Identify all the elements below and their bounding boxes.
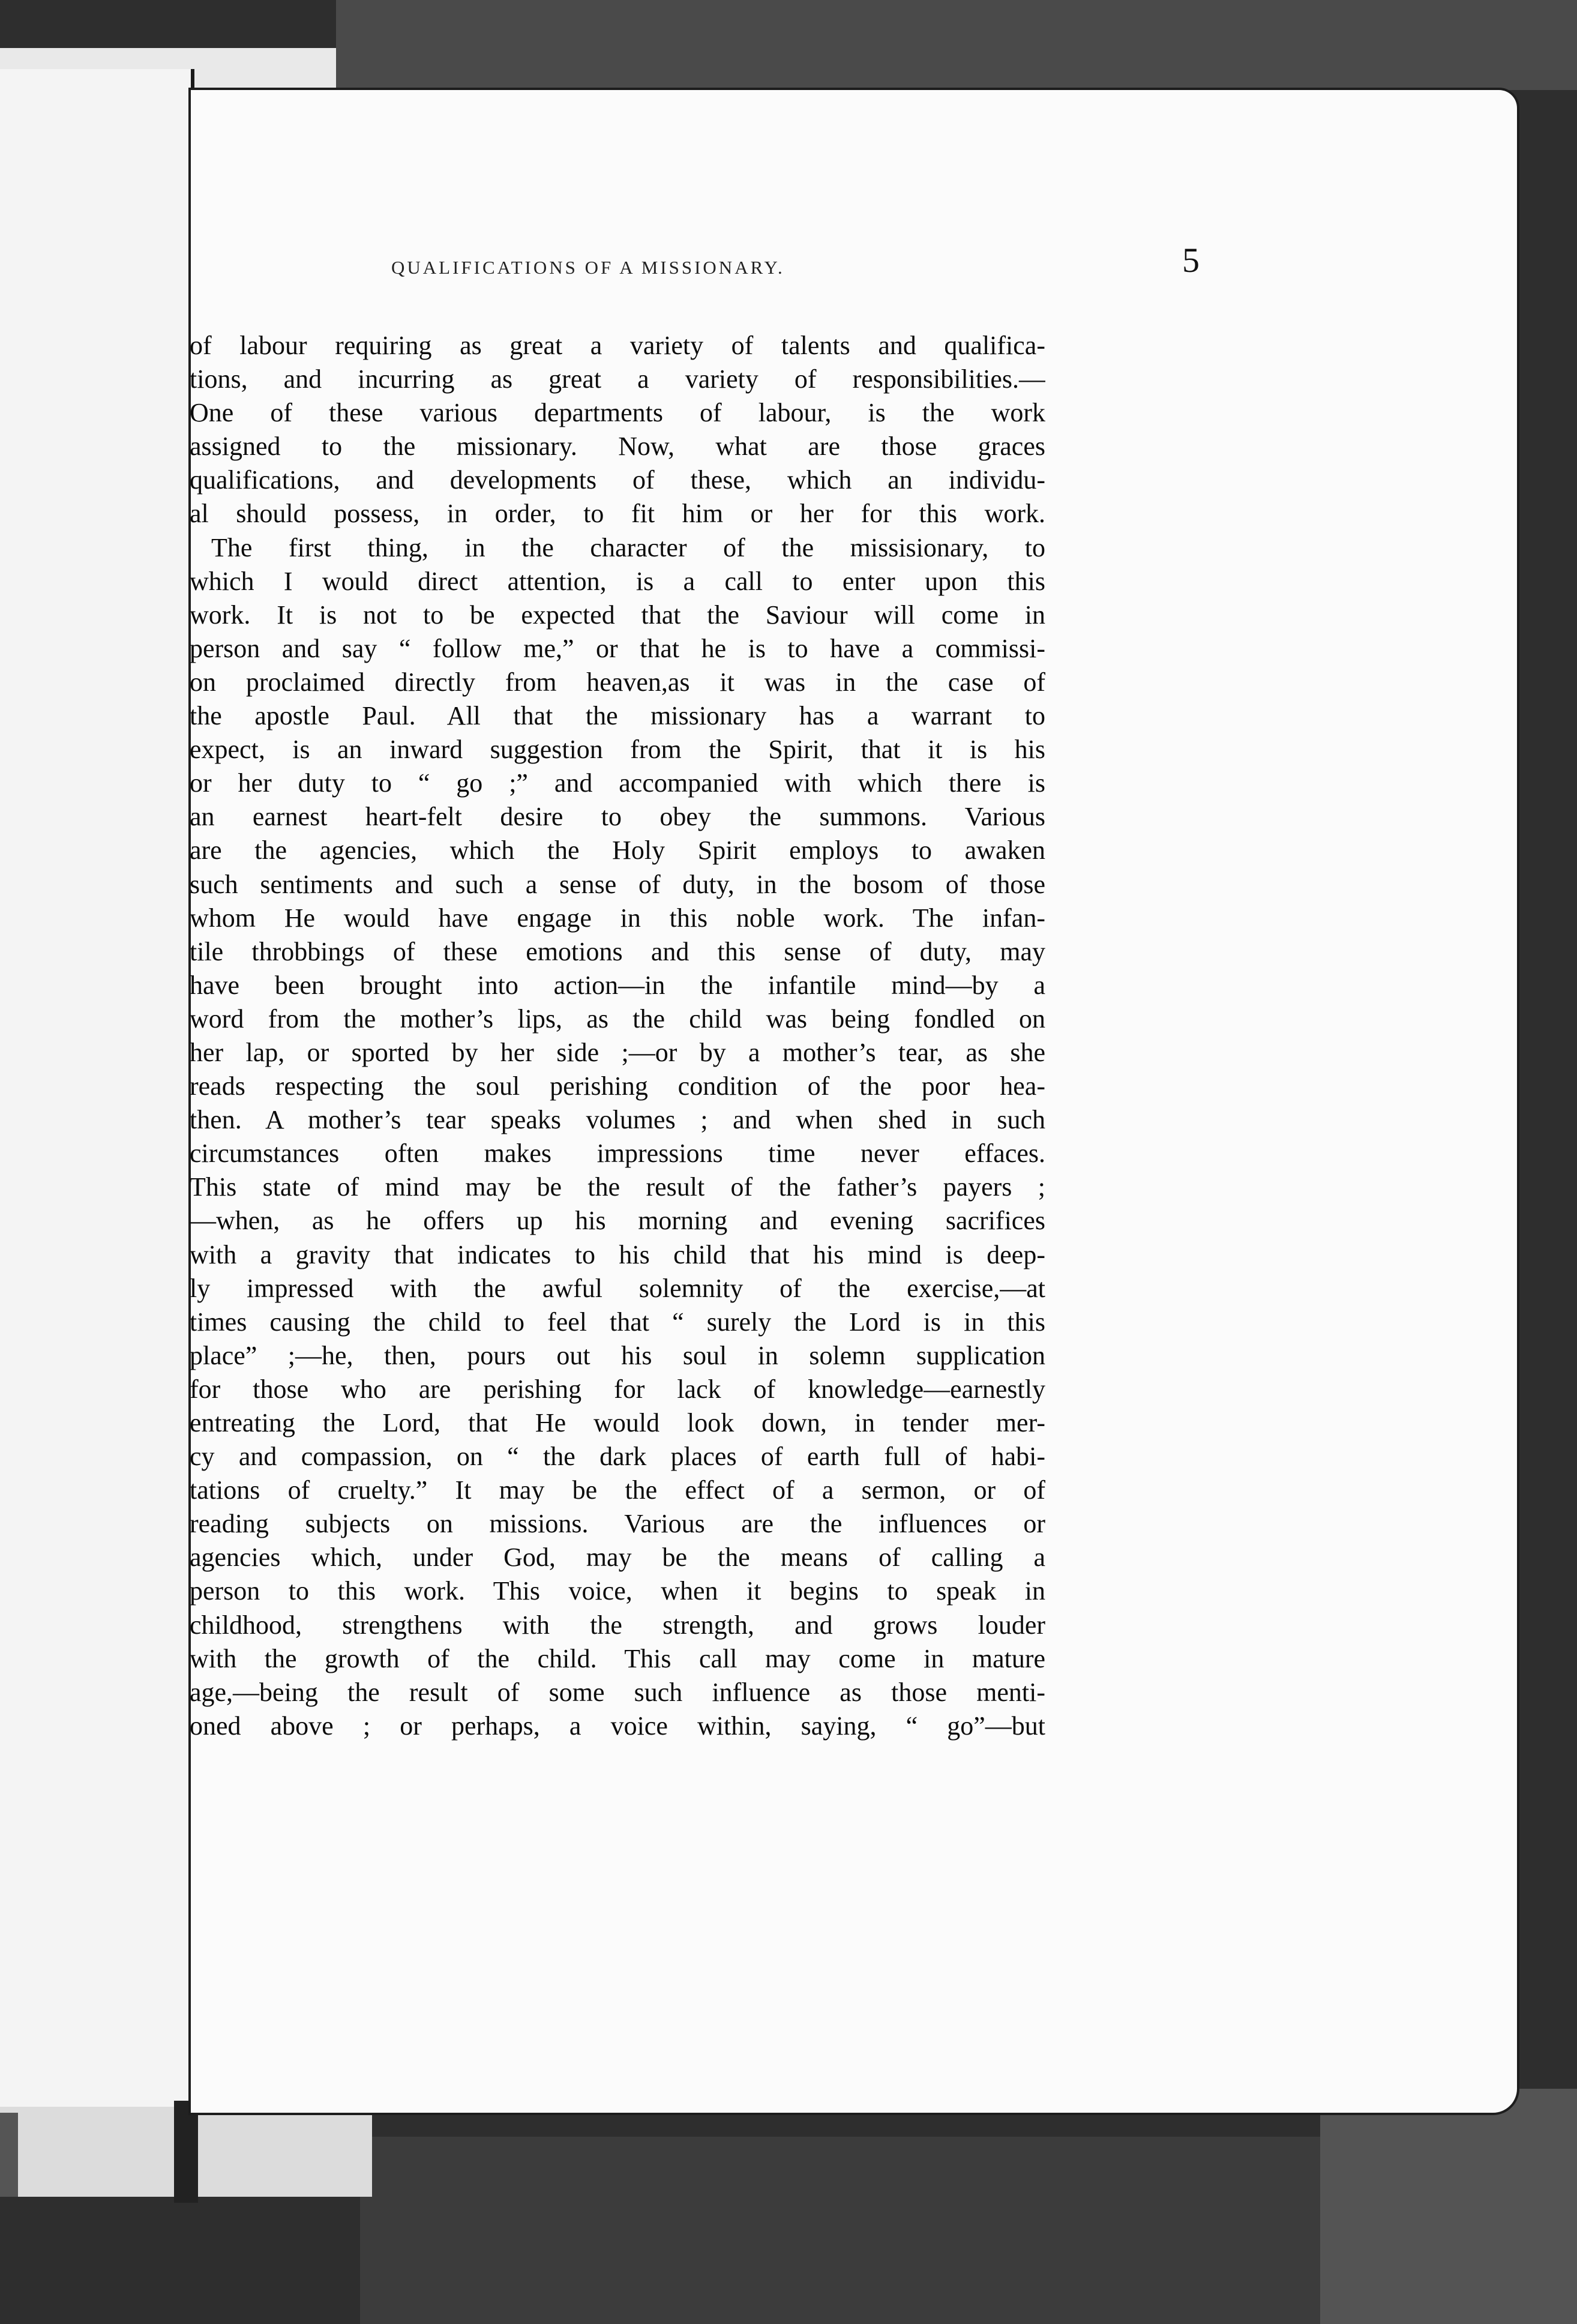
binding-spine bbox=[174, 2101, 198, 2203]
text-line: then. A mother’s tear speaks volumes ; and when shed in such bbox=[190, 1105, 1045, 1135]
text-line: qualifications, and developments of these, which an individu- bbox=[190, 465, 1045, 495]
text-line: age,—being the result of some such influence as those menti- bbox=[190, 1677, 1045, 1707]
text-line: oned above ; or perhaps, a voice within, saying, “ go”—but bbox=[190, 1711, 1045, 1741]
text-line: —when, as he offers up his morning and evening sacrifices bbox=[190, 1206, 1045, 1236]
text-line: the apostle Paul. All that the missionary has a warrant to bbox=[190, 701, 1045, 731]
text-line: This state of mind may be the result of the father’s payers ; bbox=[190, 1172, 1045, 1202]
text-line: entreating the Lord, that He would look down, in tender mer- bbox=[190, 1408, 1045, 1437]
text-line: for those who are perishing for lack of knowledge—earnestly bbox=[190, 1374, 1045, 1404]
text-line: have been brought into action—in the infantile mind—by a bbox=[190, 970, 1045, 1000]
text-line: tations of cruelty.” It may be the effect of a sermon, or of bbox=[190, 1475, 1045, 1505]
text-line: are the agencies, which the Holy Spirit employs to awaken bbox=[190, 835, 1045, 865]
running-head: QUALIFICATIONS OF A MISSIONARY. bbox=[391, 257, 785, 278]
binding-bottom-edge bbox=[0, 2113, 18, 2197]
text-line: with the growth of the child. This call may come in mature bbox=[190, 1643, 1045, 1673]
text-line: person to this work. This voice, when it begins to speak in bbox=[190, 1576, 1045, 1606]
text-line: such sentiments and such a sense of duty, in the bosom of those bbox=[190, 869, 1045, 899]
text-line: person and say “ follow me,” or that he is to have a commissi- bbox=[190, 633, 1045, 663]
text-line: tions, and incurring as great a variety of responsibilities.— bbox=[190, 364, 1045, 394]
text-line: reading subjects on missions. Various are the influences or bbox=[190, 1509, 1045, 1539]
previous-page bbox=[0, 69, 194, 2116]
text-line: assigned to the missionary. Now, what are those graces bbox=[190, 432, 1045, 462]
text-line: word from the mother’s lips, as the child was being fondled on bbox=[190, 1004, 1045, 1034]
text-line: whom He would have engage in this noble work. The infan- bbox=[190, 903, 1045, 933]
text-line: times causing the child to feel that “ surely the Lord is in this bbox=[190, 1307, 1045, 1337]
scan-background-bottom-right bbox=[1320, 2089, 1577, 2324]
text-line: or her duty to “ go ;” and accompanied with which there is bbox=[190, 768, 1045, 798]
text-line: The first thing, in the character of the missisionary, to bbox=[211, 532, 1045, 562]
text-line: expect, is an inward suggestion from the Spirit, that it is his bbox=[190, 735, 1045, 765]
text-line: which I would direct attention, is a call to enter upon this bbox=[190, 566, 1045, 596]
text-line: circumstances often makes impressions time never effaces. bbox=[190, 1139, 1045, 1169]
text-line: ly impressed with the awful solemnity of the exercise,—at bbox=[190, 1273, 1045, 1303]
text-line: cy and compassion, on “ the dark places of earth full of habi- bbox=[190, 1442, 1045, 1472]
text-line: of labour requiring as great a variety of talents and qualifica- bbox=[190, 331, 1045, 360]
text-line: place” ;—he, then, pours out his soul in solemn supplication bbox=[190, 1340, 1045, 1370]
scan-background-top bbox=[336, 0, 1577, 90]
text-line: tile throbbings of these emotions and this sense of duty, may bbox=[190, 936, 1045, 966]
page-number: 5 bbox=[1182, 241, 1200, 280]
body-text bbox=[190, 329, 1045, 1743]
text-line: her lap, or sported by her side ;—or by a mother’s tear, as she bbox=[190, 1037, 1045, 1067]
text-line: work. It is not to be expected that the Saviour will come in bbox=[190, 600, 1045, 630]
text-line: childhood, strengthens with the strength, and grows louder bbox=[190, 1610, 1045, 1640]
text-line: agencies which, under God, may be the means of calling a bbox=[190, 1543, 1045, 1573]
text-line: reads respecting the soul perishing condition of the poor hea- bbox=[190, 1071, 1045, 1101]
text-line: with a gravity that indicates to his child that his mind is deep- bbox=[190, 1239, 1045, 1269]
text-line: on proclaimed directly from heaven,as it was in the case of bbox=[190, 667, 1045, 697]
text-line: One of these various departments of labour, is the work bbox=[190, 398, 1045, 428]
text-line: al should possess, in order, to fit him or her for this work. bbox=[190, 499, 1045, 529]
text-line: an earnest heart-felt desire to obey the summons. Various bbox=[190, 802, 1045, 832]
